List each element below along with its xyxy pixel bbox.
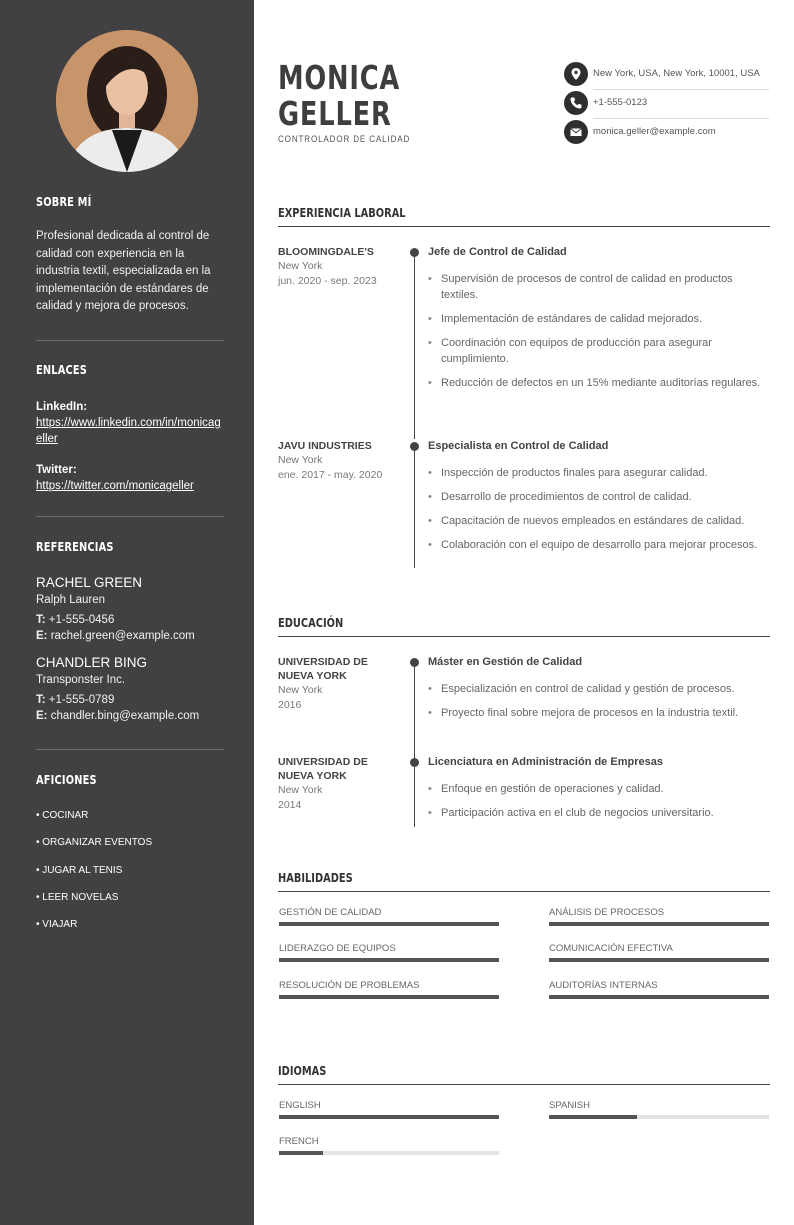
list-item: • Capacitación de nuevos empleados en estándares de calidad. xyxy=(428,513,770,529)
list-item: • Supervisión de procesos de control de calidad en productos textiles. xyxy=(428,271,770,303)
language-bar xyxy=(279,1115,499,1119)
list-item: • Especialización en control de calidad y gestión de procesos. xyxy=(428,681,770,697)
job-location: New York xyxy=(278,454,323,466)
contact-email xyxy=(564,119,769,144)
hobby-item: • LEER NOVELAS xyxy=(36,892,119,903)
links-heading: ENLACES xyxy=(36,363,88,377)
job-dates: jun. 2020 - sep. 2023 xyxy=(278,274,377,287)
language-bar-fill xyxy=(549,1115,637,1119)
linkedin-link[interactable]: https://www.linkedin.com/in/monicageller xyxy=(36,417,221,445)
first-name: MONICA xyxy=(278,58,401,97)
skill-bar xyxy=(549,922,769,926)
reference-company: Transponster Inc. xyxy=(36,674,126,686)
skill-bar xyxy=(549,958,769,962)
address-text: New York, USA, New York, 10001, USA xyxy=(593,68,760,79)
hobbies-section xyxy=(36,773,224,933)
school-location: New York xyxy=(278,684,323,696)
reference-email: chandler.bing@example.com xyxy=(50,710,200,722)
reference-email: rachel.green@example.com xyxy=(50,630,195,642)
sidebar-divider xyxy=(36,749,224,750)
reference-company: Ralph Lauren xyxy=(36,594,106,606)
education-section-header xyxy=(278,616,770,637)
reference-item xyxy=(36,574,224,644)
skills-heading: HABILIDADES xyxy=(278,871,353,885)
company-name: JAVU INDUSTRIES xyxy=(278,440,372,452)
skill-name: COMUNICACIÓN EFECTIVA xyxy=(549,943,673,954)
sidebar-divider xyxy=(36,516,224,517)
skill-name: RESOLUCIÓN DE PROBLEMAS xyxy=(279,980,420,991)
language-item xyxy=(279,1100,499,1119)
references-heading: REFERENCIAS xyxy=(36,540,114,554)
list-item: • Colaboración con el equipo de desarrollo para mejorar procesos. xyxy=(428,537,770,553)
school-year: 2016 xyxy=(278,698,302,711)
list-item: • Proyecto final sobre mejora de procesos en la industria textil. xyxy=(428,705,770,721)
references-section xyxy=(36,540,224,724)
list-item: • Reducción de defectos en un 15% mediante auditorías regulares. xyxy=(428,375,770,391)
skill-item xyxy=(279,980,499,999)
timeline-line xyxy=(414,249,415,439)
last-name: GELLER xyxy=(278,94,392,133)
job-dates: ene. 2017 - may. 2020 xyxy=(278,468,383,481)
school-name: UNIVERSIDAD DE NUEVA YORK xyxy=(278,756,368,782)
contact-phone xyxy=(564,90,769,119)
language-bar xyxy=(549,1115,769,1119)
experience-heading: EXPERIENCIA LABORAL xyxy=(278,206,406,220)
section-rule xyxy=(278,226,770,227)
reference-phone: +1-555-0789 xyxy=(48,694,115,706)
skill-item xyxy=(549,907,769,926)
list-item: • Desarrollo de procedimientos de control de calidad. xyxy=(428,489,770,505)
reference-item xyxy=(36,654,224,724)
list-item: • Inspección de productos finales para asegurar calidad. xyxy=(428,465,770,481)
about-section xyxy=(36,195,224,316)
about-text: Profesional dedicada al control de calidad con experiencia en la industria textil, especializada en la implementación de estándares de calidad y mejora de procesos. xyxy=(36,230,211,312)
hobbies-heading: AFICIONES xyxy=(36,773,97,787)
degree-title: Licenciatura en Administración de Empresas xyxy=(428,756,663,768)
location-pin-icon xyxy=(564,62,588,86)
education-entry xyxy=(278,755,770,825)
skill-bar xyxy=(279,995,499,999)
skill-name: ANÁLISIS DE PROCESOS xyxy=(549,907,665,918)
job-role: CONTROLADOR DE CALIDAD xyxy=(278,134,411,145)
language-item xyxy=(549,1100,769,1119)
education-heading: EDUCACIÓN xyxy=(278,616,344,630)
skill-bar xyxy=(549,995,769,999)
skill-bar-fill xyxy=(279,922,499,926)
list-item: • Enfoque en gestión de operaciones y calidad. xyxy=(428,781,770,797)
phone-icon xyxy=(564,91,588,115)
sidebar-divider xyxy=(36,340,224,341)
experience-entry xyxy=(278,439,770,569)
skill-item xyxy=(279,943,499,962)
skill-bar xyxy=(279,922,499,926)
skill-bar-fill xyxy=(279,958,499,962)
hobby-item: • JUGAR AL TENIS xyxy=(36,865,123,876)
skill-name: GESTIÓN DE CALIDAD xyxy=(279,907,382,918)
languages-heading: IDIOMAS xyxy=(278,1064,327,1078)
skills-section-header xyxy=(278,871,770,892)
skill-item xyxy=(279,907,499,926)
timeline-dot xyxy=(410,758,419,767)
hobby-item: • VIAJAR xyxy=(36,919,78,930)
experience-entry xyxy=(278,245,770,410)
experience-section-header xyxy=(278,206,770,227)
skill-bar xyxy=(279,958,499,962)
skill-bar-fill xyxy=(549,922,769,926)
reference-name: RACHEL GREEN xyxy=(36,575,143,590)
language-item xyxy=(279,1136,499,1155)
twitter-link[interactable]: https://twitter.com/monicageller xyxy=(36,480,194,492)
skill-bar-fill xyxy=(279,995,499,999)
timeline-dot xyxy=(410,658,419,667)
links-section xyxy=(36,363,224,494)
hobby-item: • ORGANIZAR EVENTOS xyxy=(36,837,153,848)
language-name: SPANISH xyxy=(549,1100,591,1111)
sidebar xyxy=(0,0,254,1225)
reference-phone: +1-555-0456 xyxy=(48,614,115,626)
email-prefix: E: xyxy=(36,710,48,722)
education-entry xyxy=(278,655,770,745)
languages-section-header xyxy=(278,1064,770,1085)
candidate-name xyxy=(278,60,400,132)
list-item: • Participación activa en el club de negocios universitario. xyxy=(428,805,770,821)
section-rule xyxy=(278,1084,770,1085)
skill-item xyxy=(549,943,769,962)
job-bullets xyxy=(428,465,770,553)
skill-bar-fill xyxy=(549,958,769,962)
skill-name: LIDERAZGO DE EQUIPOS xyxy=(279,943,396,954)
email-prefix: E: xyxy=(36,630,48,642)
language-name: FRENCH xyxy=(279,1136,319,1147)
section-rule xyxy=(278,636,770,637)
phone-text: +1-555-0123 xyxy=(593,97,648,108)
school-name: UNIVERSIDAD DE NUEVA YORK xyxy=(278,656,368,682)
language-name: ENGLISH xyxy=(279,1100,321,1111)
linkedin-label: LinkedIn: xyxy=(36,401,88,413)
about-heading: SOBRE MÍ xyxy=(36,195,92,209)
contact-address xyxy=(564,61,769,90)
job-title: Jefe de Control de Calidad xyxy=(428,246,567,258)
language-bar xyxy=(279,1151,499,1155)
timeline-dot xyxy=(410,442,419,451)
list-item: • Implementación de estándares de calidad mejorados. xyxy=(428,311,770,327)
hobby-item: • COCINAR xyxy=(36,810,89,821)
phone-prefix: T: xyxy=(36,614,46,626)
timeline-dot xyxy=(410,248,419,257)
timeline-line xyxy=(414,443,415,568)
profile-photo xyxy=(56,30,198,172)
skill-item xyxy=(549,980,769,999)
degree-bullets xyxy=(428,781,770,821)
school-year: 2014 xyxy=(278,798,302,811)
email-icon xyxy=(564,120,588,144)
list-item: • Coordinación con equipos de producción para asegurar cumplimiento. xyxy=(428,335,770,367)
job-title: Especialista en Control de Calidad xyxy=(428,440,609,452)
job-bullets xyxy=(428,271,770,391)
email-text: monica.geller@example.com xyxy=(593,126,716,137)
phone-prefix: T: xyxy=(36,694,46,706)
company-name: BLOOMINGDALE'S xyxy=(278,246,374,258)
language-bar-fill xyxy=(279,1151,323,1155)
section-rule xyxy=(278,891,770,892)
language-bar-fill xyxy=(279,1115,499,1119)
reference-name: CHANDLER BING xyxy=(36,655,148,670)
degree-title: Máster en Gestión de Calidad xyxy=(428,656,583,668)
twitter-label: Twitter: xyxy=(36,464,77,476)
degree-bullets xyxy=(428,681,770,721)
job-location: New York xyxy=(278,260,323,272)
school-location: New York xyxy=(278,784,323,796)
skill-name: AUDITORÍAS INTERNAS xyxy=(549,980,658,991)
skill-bar-fill xyxy=(549,995,769,999)
